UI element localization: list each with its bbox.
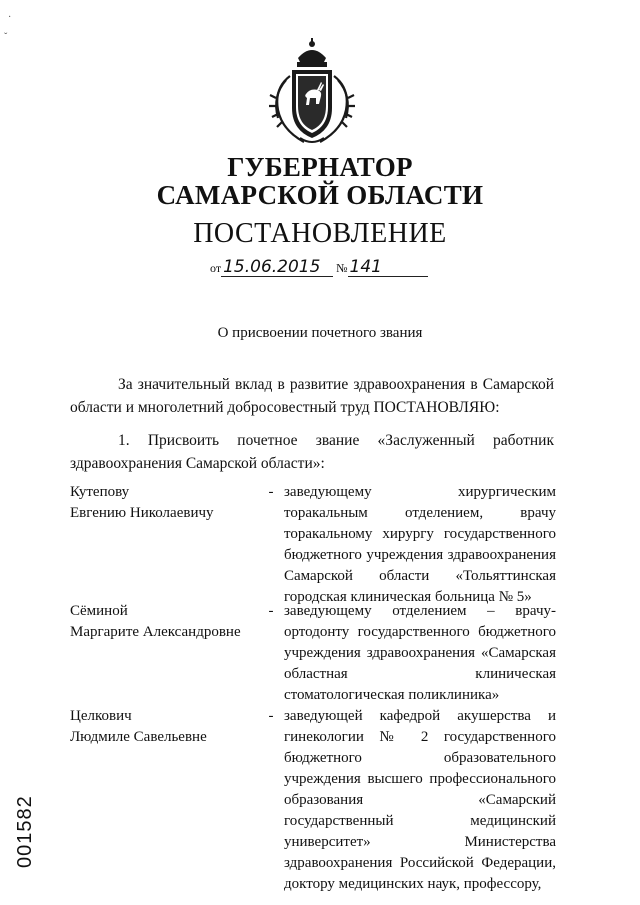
awardee-name xyxy=(70,706,260,748)
date-number-line xyxy=(210,258,430,277)
awardee-description: заведующему отделением – врачу-ортодонту государственного бюджетного учреждения здравоохранения «Самарская областная клиническая стоматологическая поликлиника» xyxy=(284,603,556,703)
document-subject: О присвоении почетного звания xyxy=(217,325,423,341)
awardee-description: заведующему хирургическим торакальным отделением, врачу торакальному хирургу государственного бюджетного учреждения здравоохранения Самарской области «Тольяттинская городская клиническая больница № 5» xyxy=(284,484,556,605)
document-type-title: ПОСТАНОВЛЕНИЕ xyxy=(193,218,447,249)
awardee-entry xyxy=(70,601,556,701)
awardee-dash: - xyxy=(268,603,274,619)
scan-mark: ˇ xyxy=(4,32,8,43)
scan-mark: · xyxy=(8,12,12,23)
awardee-dash: - xyxy=(268,484,274,500)
awardee-surname: Сёминой xyxy=(70,603,128,619)
awardee-description: заведующей кафедрой акушерства и гинекологии № 2 государственного бюджетного образовательного учреждения высшего профессионального образования «Самарский государственный медицинский университет» Министерства здравоохранения Российской Федерации, доктору медицинских наук, профессору, xyxy=(284,708,556,892)
awardee-surname: Кутепову xyxy=(70,484,130,500)
awardee-entry xyxy=(70,706,556,892)
awardee-given-names: Маргарите Александровне xyxy=(70,624,241,640)
archive-serial-number: 001582 xyxy=(14,795,36,868)
awardee-dash: - xyxy=(268,708,274,724)
awardee-given-names: Евгению Николаевичу xyxy=(70,505,214,521)
awardee-name xyxy=(70,601,260,643)
awardee-given-names: Людмиле Савельевне xyxy=(70,729,207,745)
authority-title-line1: ГУБЕРНАТОР xyxy=(227,152,413,182)
preamble-paragraph: За значительный вклад в развитие здравоохранения в Самарской области и многолетний добросовестный труд ПОСТАНОВЛЯЮ: xyxy=(70,376,554,416)
awardee-name xyxy=(70,482,260,524)
clause-1-paragraph: 1. Присвоить почетное звание «Заслуженный работник здравоохранения Самарской области»: xyxy=(70,432,554,472)
date-from-label: от xyxy=(210,261,222,275)
awardee-entry xyxy=(70,482,556,605)
handwritten-number: 141 xyxy=(348,258,428,277)
number-label: № xyxy=(336,261,348,275)
authority-title-line2: САМАРСКОЙ ОБЛАСТИ xyxy=(156,180,484,210)
awardee-surname: Целкович xyxy=(70,708,132,724)
coat-of-arms-emblem xyxy=(264,38,360,150)
handwritten-date: 15.06.2015 xyxy=(221,258,333,277)
